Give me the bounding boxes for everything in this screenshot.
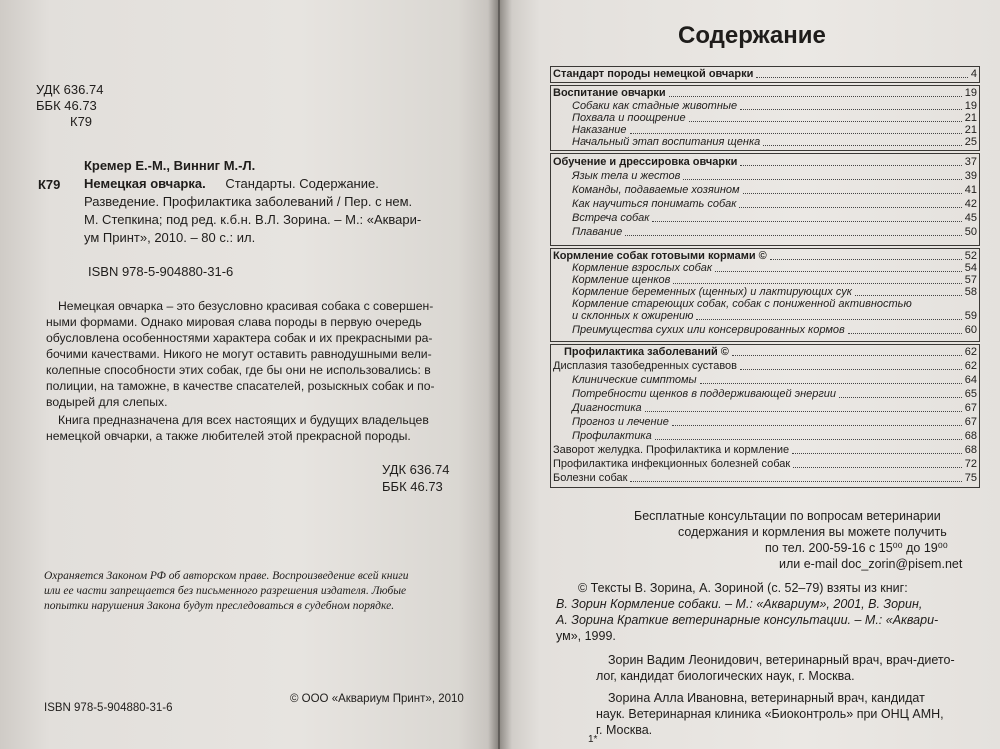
toc-entry: Наказание 21	[572, 124, 977, 136]
toc-entry: Начальный этап воспитания щенка 25	[572, 136, 977, 148]
toc-entry: Прогноз и лечение 67	[572, 416, 977, 428]
udk-code-top: УДК 636.74	[36, 82, 104, 97]
annotation-line: Немецкая овчарка – это безусловно красивая собака с совершен-	[58, 299, 434, 313]
credits-line: © Тексты В. Зорина, А. Зориной (с. 52–79) взяты из книг:	[578, 581, 908, 595]
author-mark-top: К79	[70, 114, 93, 129]
toc-entry: Кормление беременных (щенных) и лактирующих сук 58	[572, 286, 977, 298]
isbn-bottom: ISBN 978-5-904880-31-6	[44, 702, 173, 714]
credits-line: В. Зорин Кормление собаки. – М.: «Аквариум», 2001, В. Зорин,	[556, 597, 923, 611]
book-title: Немецкая овчарка.	[84, 176, 206, 191]
toc-entry: Как научиться понимать собак 42	[572, 198, 977, 210]
toc-entry: Кормление собак готовыми кормами © 52	[553, 250, 977, 262]
toc-entry: Дисплазия тазобедренных суставов 62	[553, 360, 977, 372]
toc-entry: Воспитание овчарки 19	[553, 87, 977, 99]
toc-entry: Стандарт породы немецкой овчарки 4	[553, 68, 977, 80]
annotation-line: водырей для слепых.	[46, 395, 168, 409]
bib-line-3: М. Степкина; под ред. к.б.н. В.Л. Зорина. – М.: «Аквари-	[84, 212, 422, 227]
toc-entry: Команды, подаваемые хозяином 41	[572, 184, 977, 196]
toc-entry: Встреча собак 45	[572, 212, 977, 224]
annotation-line: немецкой овчарки, а также любителей этой прекрасной породы.	[46, 429, 411, 443]
bib-line-4: ум Принт», 2010. – 80 с.: ил.	[84, 230, 256, 245]
author-bio-line: лог, кандидат биологических наук, г. Москва.	[596, 669, 855, 683]
book-spine-shadow	[488, 0, 512, 749]
author-mark-mid: К79	[38, 177, 61, 192]
annotation-line: колепные способности этих собак, где бы они не использовались: в	[46, 363, 431, 377]
udk-code-bottom: УДК 636.74	[382, 462, 450, 477]
author-bio-line: Зорина Алла Ивановна, ветеринарный врач, кандидат	[608, 691, 925, 705]
consult-email: или e-mail doc_zorin@pisem.net	[779, 557, 963, 571]
toc-entry: Клинические симптомы 64	[572, 374, 977, 386]
toc-entry: Похвала и поощрение 21	[572, 112, 977, 124]
toc-entry: Обучение и дрессировка овчарки 37	[553, 156, 977, 168]
toc-entry: Профилактика инфекционных болезней собак 72	[553, 458, 977, 470]
bib-line-1-rest: Стандарты. Содержание.	[225, 176, 379, 191]
toc-entry: Кормление щенков 57	[572, 274, 977, 286]
annotation-line: бочими качествами. Никого не могут оставить равнодушными вели-	[46, 347, 432, 361]
copyright-notice-line: или ее части запрещается без письменного разрешения издателя. Любые	[44, 585, 407, 597]
toc-entry: Профилактика 68	[572, 430, 977, 442]
toc-entry: Кормление взрослых собак 54	[572, 262, 977, 274]
copyright-notice-line: Охраняется Законом РФ об авторском праве. Воспроизведение всей книги	[44, 570, 409, 582]
toc-entry: Кормление стареющих собак, собак с пониженной активностью	[572, 298, 912, 310]
bbk-code-top: ББК 46.73	[36, 98, 97, 113]
bbk-code-bottom: ББК 46.73	[382, 479, 443, 494]
annotation-line: полиции, на таможне, в качестве спасателей, розыскных собак и по-	[46, 379, 435, 393]
author-bio-line: наук. Ветеринарная клиника «Биоконтроль» при ОНЦ АМН,	[596, 707, 944, 721]
annotation-line: Книга предназначена для всех настоящих и будущих владельцев	[58, 413, 429, 427]
publisher-copyright: © ООО «Аквариум Принт», 2010	[290, 693, 464, 705]
author-bio-line: г. Москва.	[596, 723, 653, 737]
toc-entry: Преимущества сухих или консервированных кормов 60	[572, 324, 977, 336]
toc-entry: Профилактика заболеваний © 62	[564, 346, 977, 358]
toc-entry: Собаки как стадные животные 19	[572, 100, 977, 112]
consult-line: Бесплатные консультации по вопросам ветеринарии	[634, 509, 941, 523]
toc-entry: Плавание 50	[572, 226, 977, 238]
isbn-mid: ISBN 978-5-904880-31-6	[88, 264, 234, 279]
credits-line: ум», 1999.	[556, 629, 616, 643]
consult-phone: по тел. 200-59-16 с 15⁰⁰ до 19⁰⁰	[765, 541, 948, 555]
copyright-notice-line: попытки нарушения Закона будут преследоваться в судебном порядке.	[44, 600, 395, 612]
left-page	[0, 0, 498, 749]
consult-line: содержания и кормления вы можете получить	[678, 525, 947, 539]
author-bio-line: Зорин Вадим Леонидович, ветеринарный врач, врач-дието-	[608, 653, 955, 667]
toc-entry: Язык тела и жестов 39	[572, 170, 977, 182]
toc-entry: Потребности щенков в поддерживающей энергии 65	[572, 388, 977, 400]
bib-line-1	[84, 176, 379, 192]
toc-entry: Диагностика 67	[572, 402, 977, 414]
right-page	[500, 0, 1000, 749]
toc-entry: Заворот желудка. Профилактика и кормление 68	[553, 444, 977, 456]
bib-line-2: Разведение. Профилактика заболеваний / Пер. с нем.	[84, 194, 413, 209]
annotation-line: ными формами. Однако мировая слава породы в первую очередь	[46, 315, 422, 329]
credits-line: А. Зорина Краткие ветеринарные консультации. – М.: «Аквари-	[556, 613, 939, 627]
toc-title: Содержание	[678, 22, 826, 49]
toc-entry: Болезни собак 75	[553, 472, 977, 484]
authors: Кремер Е.-М., Винниг М.-Л.	[84, 158, 256, 173]
annotation-line: обусловлена особенностями характера собак и их прекрасными ра-	[46, 331, 433, 345]
toc-entry: и склонных к ожирению 59	[572, 310, 977, 322]
signature-mark: 1*	[588, 734, 598, 745]
